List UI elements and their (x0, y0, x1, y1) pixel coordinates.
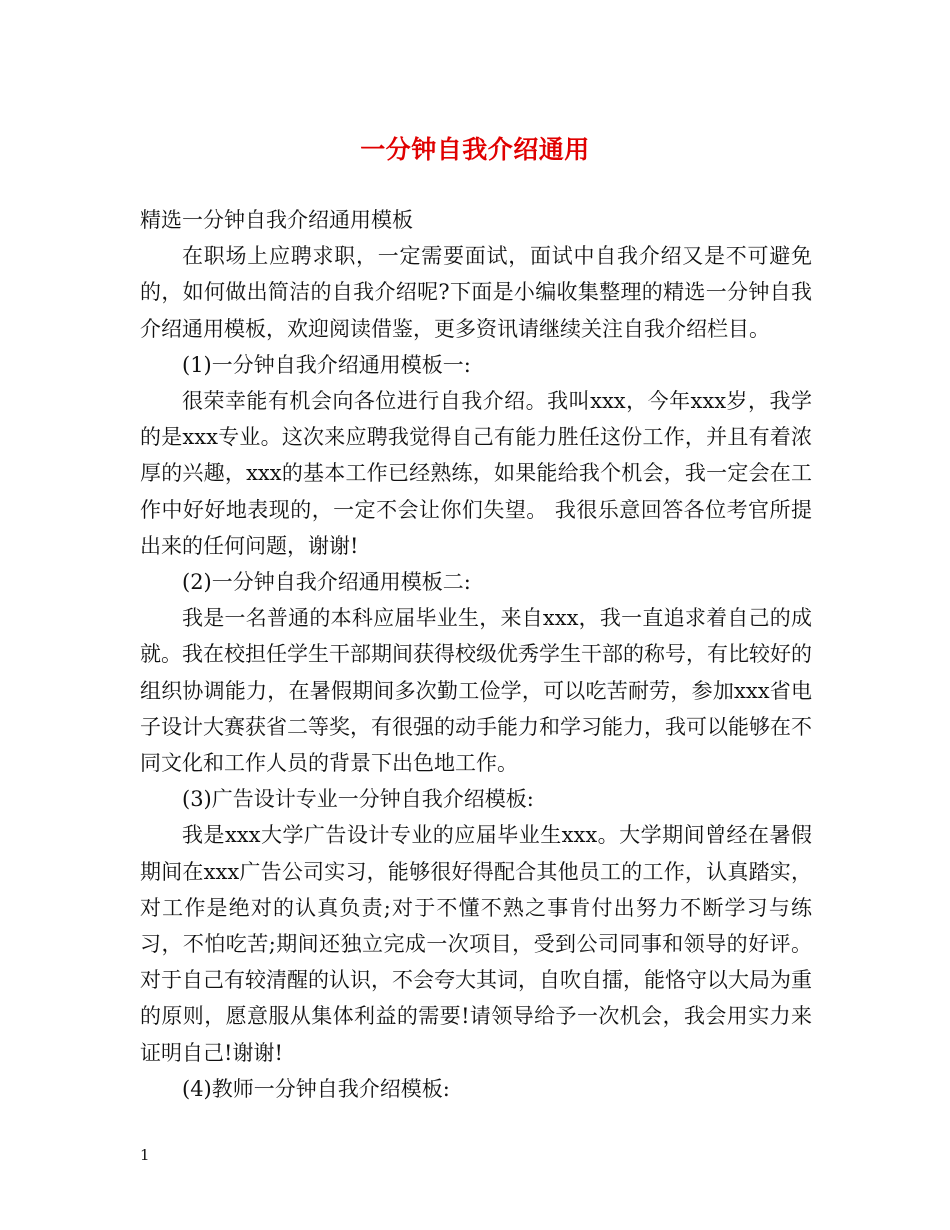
document-subtitle: 精选一分钟自我介绍通用模板 (140, 208, 413, 232)
section-4-heading: (4)教师一分钟自我介绍模板: (182, 1076, 450, 1101)
section-3-heading: (3)广告设计专业一分钟自我介绍模板: (182, 787, 534, 812)
page-number: 1 (140, 1146, 150, 1164)
section-1-heading: (1)一分钟自我介绍通用模板一: (182, 352, 471, 377)
section-1-body: 很荣幸能有机会向各位进行自我介绍。我叫xxx，今年xxx岁，我学的是xxx专业。这次来应聘我觉得自己有能力胜任这份工作，并且有着浓厚的兴趣，xxx的基本工作已经熟练，如果能给我个机会，我一定会在工作中好好地表现的，一定不会让你们失望。 我很乐意回答各位考官所提出来的任何问题，谢谢! (140, 389, 812, 558)
section-2-heading: (2)一分钟自我介绍通用模板二: (182, 570, 471, 595)
document-title: 一分钟自我介绍通用 (360, 135, 590, 164)
section-2-body: 我是一名普通的本科应届毕业生，来自xxx，我一直追求着自己的成就。我在校担任学生干部期间获得校级优秀学生干部的称号，有比较好的组织协调能力，在暑假期间多次勤工俭学，可以吃苦耐劳，参加xxx省电子设计大赛获省二等奖，有很强的动手能力和学习能力，我可以能够在不同文化和工作人员的背景下出色地工作。 (140, 606, 812, 776)
document-body (140, 202, 812, 1107)
intro-paragraph: 在职场上应聘求职，一定需要面试，面试中自我介绍又是不可避免的，如何做出简洁的自我介绍呢?下面是小编收集整理的精选一分钟自我介绍通用模板，欢迎阅读借鉴，更多资讯请继续关注自我介绍栏目。 (140, 244, 812, 341)
section-3-body: 我是xxx大学广告设计专业的应届毕业生xxx。大学期间曾经在暑假期间在xxx广告公司实习，能够很好得配合其他员工的工作，认真踏实，对工作是绝对的认真负责;对于不懂不熟之事肯付出努力不断学习与练习，不怕吃苦;期间还独立完成一次项目，受到公司同事和领导的好评。对于自己有较清醒的认识，不会夸大其词，自吹自擂，能恪守以大局为重的原则，愿意服从集体利益的需要!请领导给予一次机会，我会用实力来证明自己!谢谢! (140, 823, 812, 1065)
